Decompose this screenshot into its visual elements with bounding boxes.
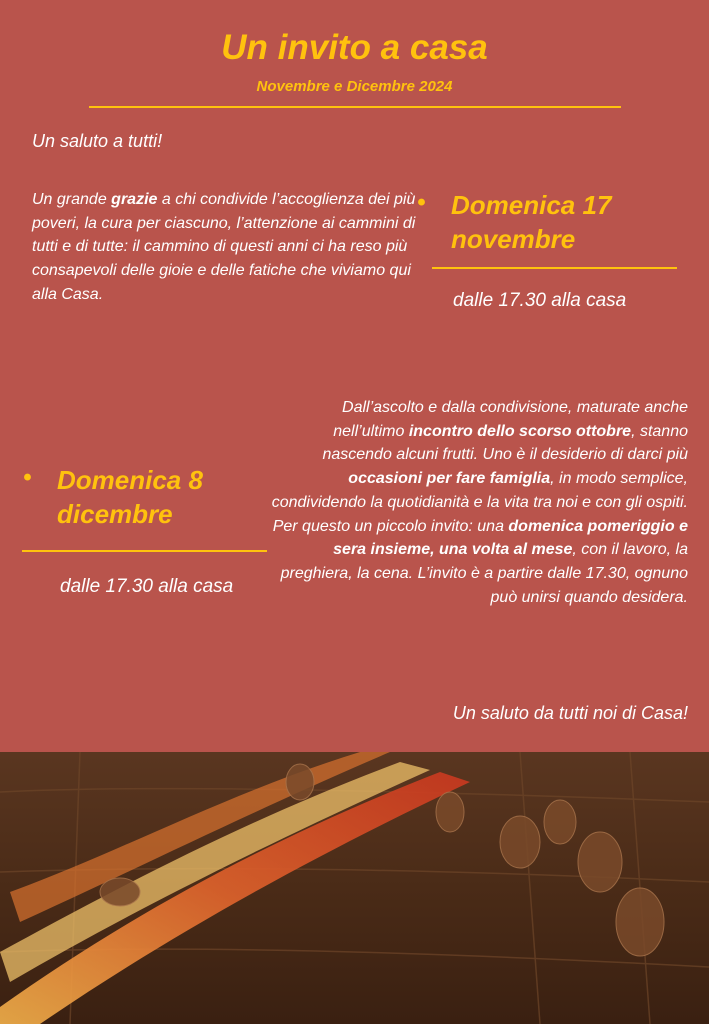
event-december-divider bbox=[22, 550, 267, 552]
title-divider bbox=[89, 106, 621, 108]
emphasis-text: grazie bbox=[111, 191, 158, 208]
bullet-icon: • bbox=[417, 189, 426, 216]
body-text: , in modo semplice, condividendo la quotidianità e la vita tra noi e con gli ospiti. Per questo un piccolo invito: una bbox=[271, 470, 688, 535]
page-subtitle: Novembre e Dicembre 2024 bbox=[256, 78, 453, 95]
greeting: Un saluto a tutti! bbox=[32, 131, 163, 151]
intro-paragraph bbox=[32, 188, 422, 307]
body-text: , con il lavoro, la preghiera, la cena. L’invito è a partire dalle 17.30, ognuno può unirsi quando desidera. bbox=[280, 541, 688, 606]
invitation-paragraph bbox=[268, 396, 688, 609]
emphasis-text: incontro dello scorso ottobre bbox=[408, 422, 632, 440]
emphasis-text: occasioni per fare famiglia bbox=[348, 470, 551, 488]
event-december-time: dalle 17.30 alla casa bbox=[60, 576, 234, 597]
event-date-line1: Domenica 17 bbox=[451, 190, 612, 220]
event-date-line2: novembre bbox=[451, 224, 576, 254]
emphasis-text: domenica pomeriggio e sera insieme, una volta al mese bbox=[333, 517, 688, 559]
body-text: Un grande bbox=[32, 191, 112, 208]
event-november bbox=[417, 188, 691, 256]
body-text: , stanno nascendo alcuni frutti. Uno è il desiderio di darci più bbox=[322, 422, 688, 464]
event-december bbox=[23, 463, 267, 531]
event-november-divider bbox=[432, 267, 677, 269]
event-date-line1: Domenica 8 bbox=[57, 465, 203, 495]
body-text: Dall’ascolto e dalla condivisione, maturate anche nell’ultimo bbox=[333, 399, 688, 440]
bullet-icon: • bbox=[23, 464, 32, 491]
body-text: a chi condivide l’accoglienza dei più poveri, la cura per ciascuno, l’attenzione ai cammini di tutti e di tutte: il cammino di questi anni ci ha reso più consapevoli delle gioie e delle fatiche che viviamo qui alla Casa. bbox=[32, 191, 416, 303]
page-title: Un invito a casa bbox=[221, 28, 488, 67]
wood-carving-image bbox=[0, 752, 709, 1024]
event-november-time: dalle 17.30 alla casa bbox=[453, 290, 627, 311]
event-date-line2: dicembre bbox=[57, 499, 173, 529]
closing-greeting: Un saluto da tutti noi di Casa! bbox=[452, 703, 688, 723]
